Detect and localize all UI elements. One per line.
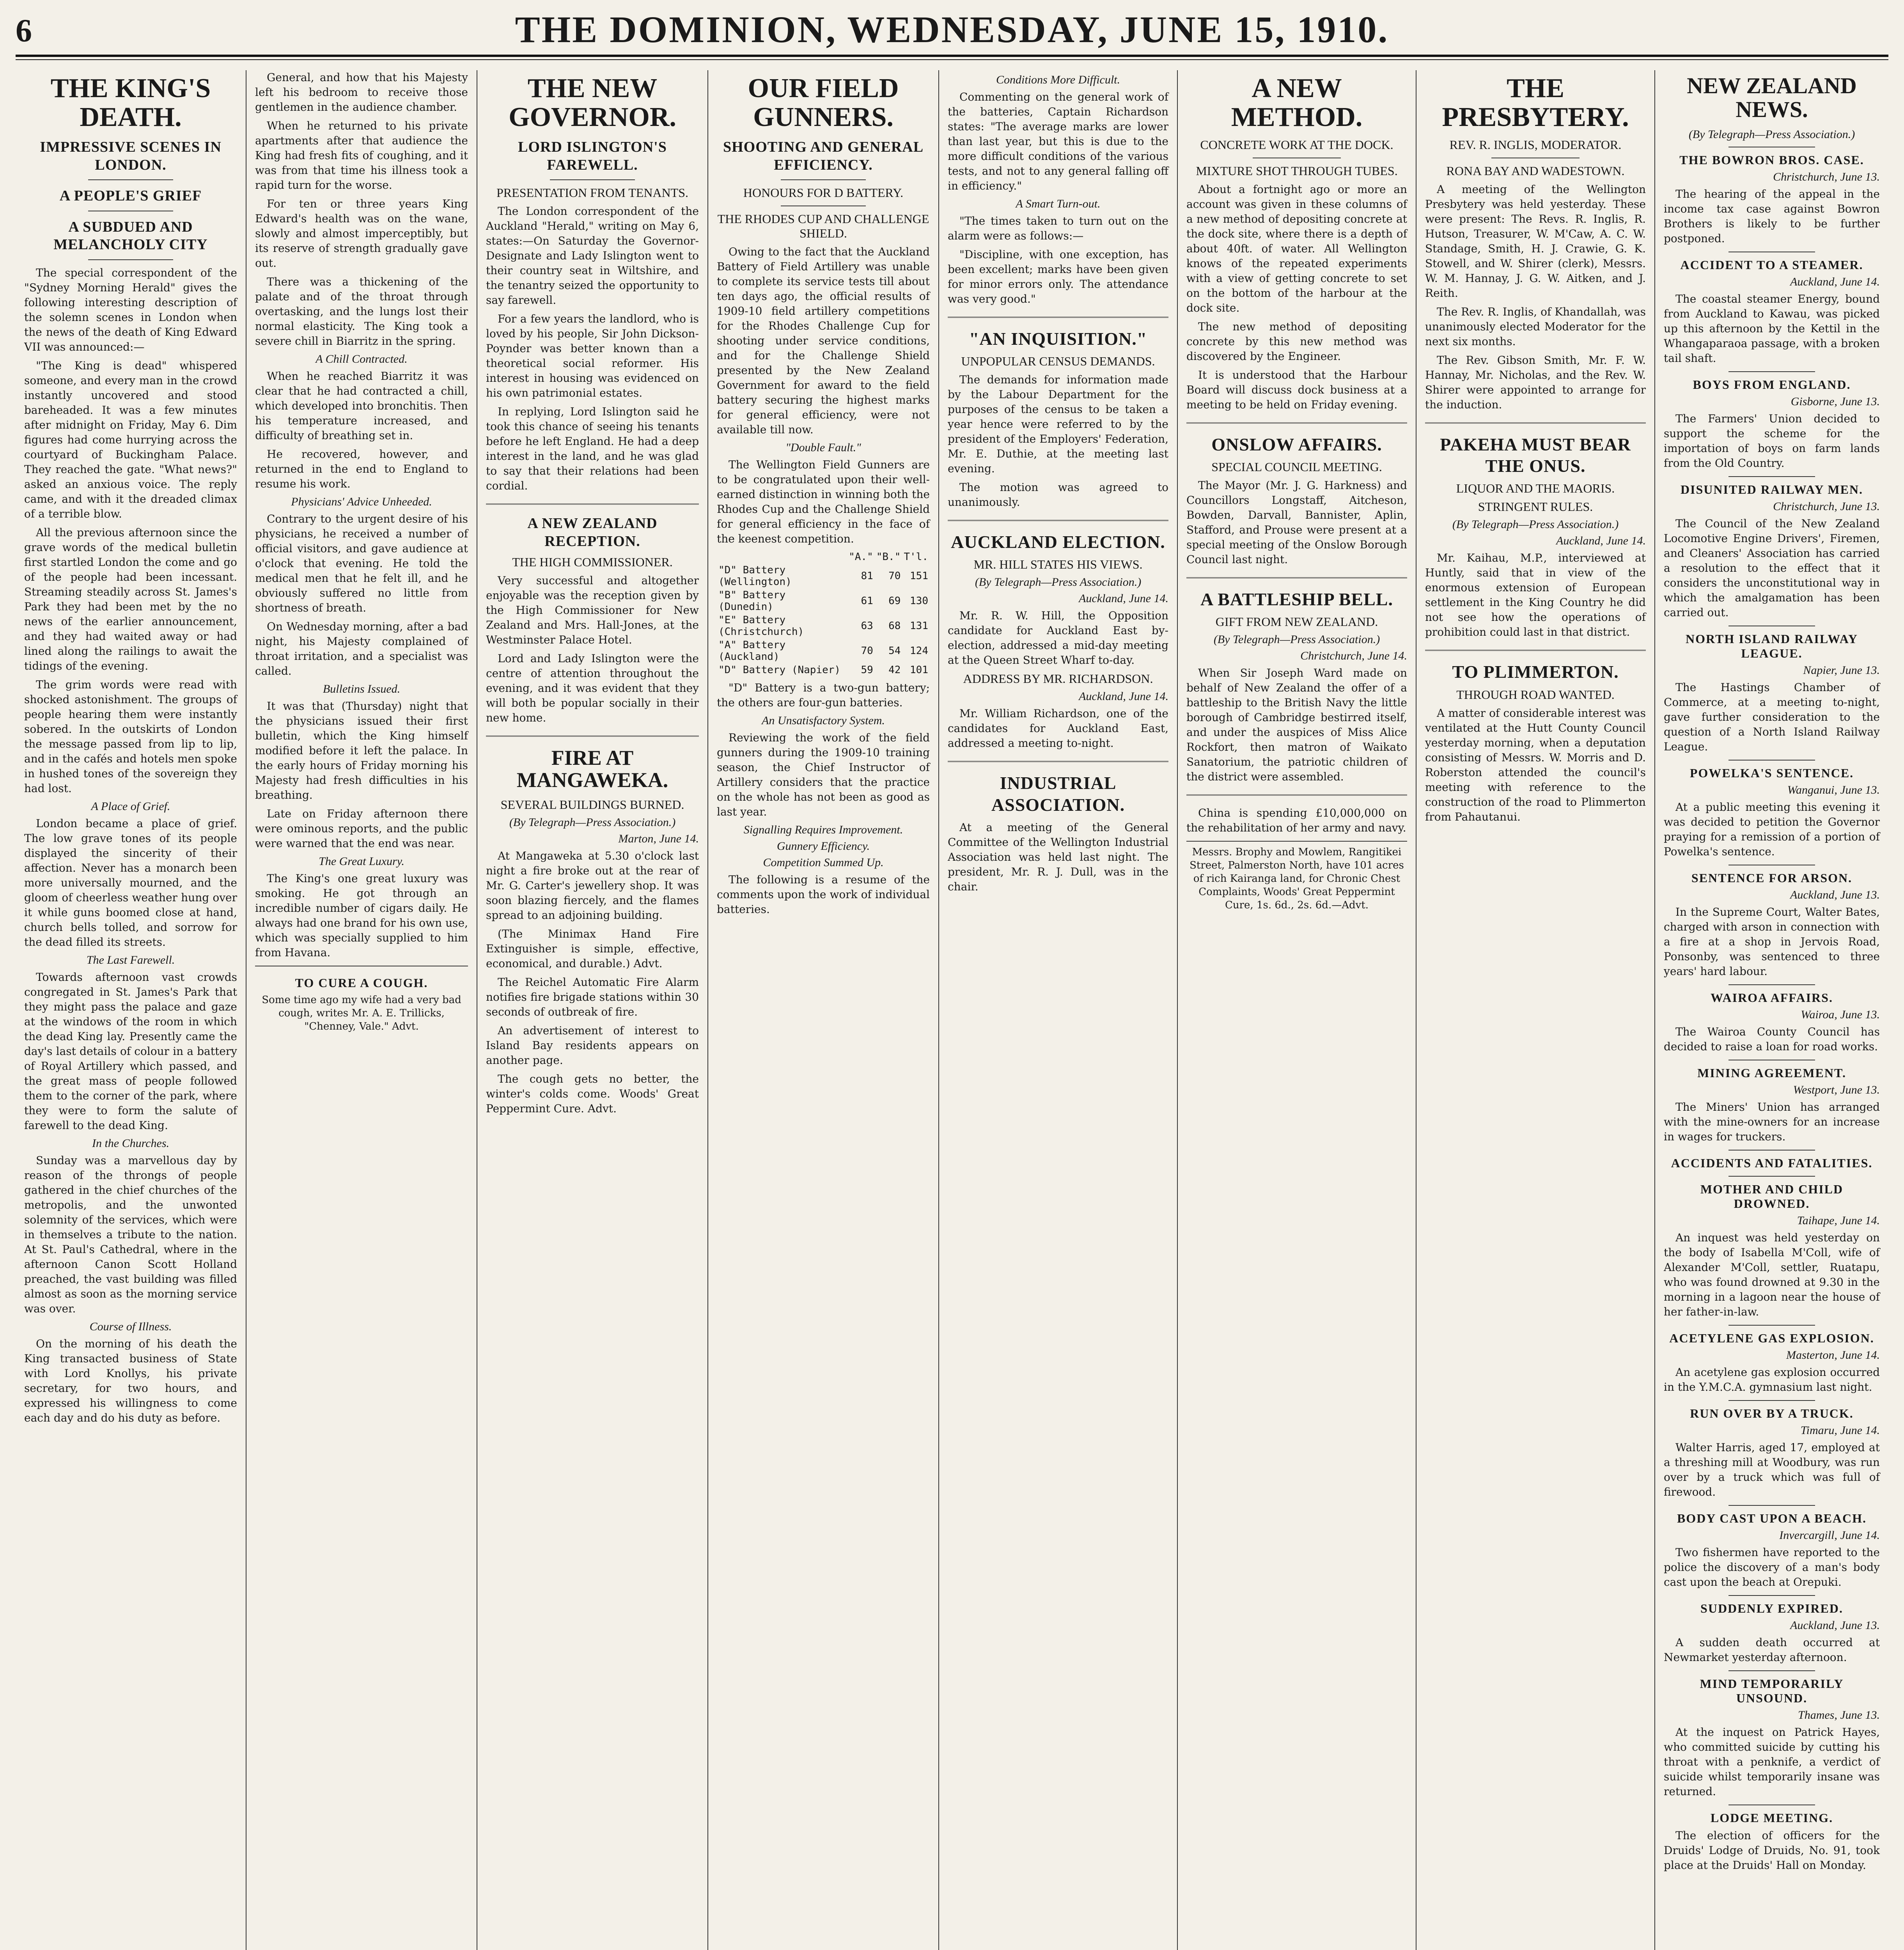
- paragraph: The Hastings Chamber of Commerce, at a meeting to-night, gave further consideration to the question of a North Island Railway League.: [1664, 681, 1880, 753]
- dateline: Timaru, June 14.: [1800, 1424, 1880, 1437]
- subhead: UNPOPULAR CENSUS DEMANDS.: [961, 354, 1155, 369]
- divider: [88, 179, 173, 180]
- dateline: Auckland, June 13.: [1790, 888, 1880, 901]
- news-item-title: MOTHER AND CHILD DROWNED.: [1700, 1182, 1844, 1211]
- press-credit: (By Telegraph—Press Association.): [509, 815, 676, 829]
- section-rule: [948, 761, 1168, 762]
- paragraph: At Mangaweka at 5.30 o'clock last night a fire broke out at the rear of Mr. G. Carter's jewellery shop. It was soon blazing fiercely, and the flames spread to an adjoining building.: [486, 849, 699, 922]
- subhead: GIFT FROM NEW ZEALAND.: [1215, 615, 1378, 629]
- paragraph: For ten or three years King Edward's health was on the wane, slowly and almost imperceptibly, but its reserve of strength gradually gave out.: [255, 197, 468, 269]
- table-cell: 101: [910, 664, 928, 676]
- subhead: A SUBDUED AND MELANCHOLY CITY: [53, 218, 208, 253]
- dateline: Auckland, June 14.: [1079, 690, 1168, 703]
- table-cell: 63: [861, 620, 873, 632]
- section-heading: A Smart Turn-out.: [1016, 197, 1101, 210]
- paragraph: When he reached Biarritz it was clear that he had contracted a chill, which developed into bronchitis. Then his temperature increased, and difficulty of breathing set in.: [255, 370, 468, 442]
- divider: [1728, 1505, 1815, 1506]
- divider: [1728, 1670, 1815, 1671]
- paragraph: When Sir Joseph Ward made on behalf of New Zealand the offer of a battleship to the British Navy the little borough of Cambridge bestirred itself, and under the auspices of Miss Alice Rockfort, then matron of Waikato Sanatorium, the patriotic children of the district were assembled.: [1186, 667, 1407, 784]
- subhead: ADDRESS BY MR. RICHARDSON.: [963, 672, 1153, 686]
- dateline: Christchurch, June 13.: [1773, 500, 1880, 513]
- paragraph: When he returned to his private apartments after that audience the King had fresh fits of coughing, and it was from that time his illness took a rapid turn for the worse.: [255, 119, 468, 191]
- table-cell: 131: [910, 620, 928, 632]
- dateline: Auckland, June 13.: [1790, 1618, 1880, 1632]
- masthead-rule: [16, 55, 1888, 57]
- column-field-gunners: [708, 70, 938, 1950]
- dateline: Thames, June 13.: [1798, 1708, 1880, 1721]
- dateline: Westport, June 13.: [1793, 1083, 1880, 1096]
- dateline: Marton, June 14.: [618, 832, 699, 845]
- section-heading: A Chill Contracted.: [316, 353, 408, 365]
- news-item-title: SENTENCE FOR ARSON.: [1691, 870, 1853, 885]
- dateline: Christchurch, June 13.: [1773, 170, 1880, 183]
- news-item-title: WAIROA AFFAIRS.: [1711, 990, 1833, 1005]
- news-item-title: MINING AGREEMENT.: [1697, 1065, 1846, 1080]
- dateline: Taihape, June 14.: [1797, 1214, 1880, 1227]
- headline-new-method: A NEW METHOD.: [1231, 73, 1363, 132]
- paragraph: Sunday was a marvellous day by reason of the throngs of people gathered in the chief churches of the metropolis, and the unwonted solemnity of the services, which were in themselves a tribute to the nation. At St. Paul's Cathedral, where in the afternoon Canon Scott Holland preached, the vast building was filled almost as soon as the morning service was over.: [24, 1154, 237, 1315]
- masthead-rule-thin: [16, 59, 1888, 60]
- news-item: [1664, 1400, 1880, 1500]
- paragraph: At a public meeting this evening it was decided to petition the Governor praying for a remission of a portion of Powelka's sentence.: [1664, 800, 1880, 858]
- paragraph: On Wednesday morning, after a bad night, his Majesty complained of throat irritation, and a specialist was called.: [255, 620, 468, 677]
- news-item-title: RUN OVER BY A TRUCK.: [1690, 1406, 1854, 1420]
- paragraph: "The King is dead" whispered someone, and every man in the crowd instantly uncovered and stood bareheaded. It was a few minutes after midnight on Friday, May 6. Dim figures had come hurrying across the courtyard of Buckingham Palace. They reached the gate. "What news?" asked an anxious voice. The reply came, and with it the dreaded climax of a terrible blow.: [24, 359, 237, 520]
- press-credit: (By Telegraph—Press Association.): [975, 576, 1142, 589]
- paragraph: The London correspondent of the Auckland "Herald," writing on May 6, states:—On Saturday the Governor-Designate and Lady Islington went to their country seat in Wiltshire, and the tenantry seized the opportunity to say farewell.: [486, 205, 699, 307]
- headline-nz-news: NEW ZEALAND NEWS.: [1687, 73, 1857, 122]
- divider: [1728, 1400, 1815, 1401]
- table-row: [717, 613, 930, 638]
- dateline: Auckland, June 14.: [1790, 275, 1880, 288]
- table-row: [717, 589, 930, 613]
- headline-onslow: ONSLOW AFFAIRS.: [1211, 434, 1382, 454]
- section-rule: [486, 736, 699, 737]
- headline-field-gunners: OUR FIELD GUNNERS.: [748, 73, 899, 132]
- news-items: [1664, 147, 1880, 1873]
- advertisement: [255, 966, 468, 1033]
- paragraph: Mr. Kaihau, M.P., interviewed at Huntly, said that in view of the enormous extension of European settlement in the King Country he did not see how the operations of prohibition could last in that district.: [1425, 551, 1646, 639]
- section-rule: [948, 317, 1168, 318]
- column-kings-death-continued: [246, 70, 477, 1950]
- table-cell: 54: [888, 645, 901, 657]
- paragraph: A matter of considerable interest was ventilated at the Hutt County Council yesterday morning, when a deputation consisting of Messrs. W. Morris and D. Roberston attended the council's meeting with reference to the construction of the road to Plimmerton from Pahautanui.: [1425, 706, 1646, 823]
- table-row: [717, 663, 930, 677]
- advertisement: Messrs. Brophy and Mowlem, Rangitikei Street, Palmerston North, have 101 acres of rich Kairanga land, for Chronic Chest Complaints, Woods' Great Peppermint Cure, 1s. 6d., 2s. 6d.—Advt.: [1186, 841, 1407, 912]
- paragraph: Contrary to the urgent desire of his physicians, he received a number of official visitors, and gave audience at o'clock that evening. He told the medical men that he felt ill, and he obviously suffered no little from shortness of breath.: [255, 512, 468, 614]
- section-heading: Competition Summed Up.: [763, 856, 884, 869]
- table-row: [717, 638, 930, 663]
- paragraph: "The times taken to turn out on the alarm were as follows:—: [948, 214, 1168, 242]
- table-cell: 81: [861, 570, 873, 582]
- subhead: SPECIAL COUNCIL MEETING.: [1211, 460, 1382, 474]
- paragraph: The Mayor (Mr. J. G. Harkness) and Councillors Longstaff, Aitcheson, Bowden, Darvall, Bannister, Aplin, Stafford, and Prouse were present at a special meeting of the Onslow Borough Council last night.: [1186, 479, 1407, 566]
- news-item: [1664, 1595, 1880, 1665]
- headline-kings-death: THE KING'S DEATH.: [50, 73, 211, 132]
- headline-inquisition: "AN INQUISITION.": [969, 329, 1147, 349]
- subhead: IMPRESSIVE SCENES IN LONDON.: [40, 139, 222, 173]
- paragraph: On the morning of his death the King transacted business of State with Lord Knollys, his private secretary, for two hours, and expressed his willingness to come each day and do his duty as before.: [24, 1337, 237, 1424]
- table-row: [717, 564, 930, 589]
- paragraph: For a few years the landlord, who is loved by his people, Sir John Dickson-Poynder was better known than a theoretical social reformer. His interest in housing was evidenced on his own patrimonial estates.: [486, 312, 699, 400]
- dateline: Wanganui, June 13.: [1787, 783, 1880, 796]
- paragraph: The motion was agreed to unanimously.: [948, 481, 1168, 509]
- table-cell: "D" Battery (Napier): [718, 664, 841, 676]
- subhead: HONOURS FOR D BATTERY.: [743, 186, 904, 200]
- news-item-title: BODY CAST UPON A BEACH.: [1677, 1511, 1867, 1525]
- news-item-title: LODGE MEETING.: [1710, 1810, 1833, 1825]
- section-heading: Physicians' Advice Unheeded.: [291, 495, 432, 508]
- page-number: 6: [16, 12, 32, 49]
- paragraph: In replying, Lord Islington said he took this chance of seeing his tenants before he left England. He had a deep interest in the land, and he was glad to say that their relations had been cordial.: [486, 405, 699, 493]
- column-new-method: [1178, 70, 1416, 1950]
- divider: [550, 179, 635, 180]
- news-item: [1664, 371, 1880, 471]
- table-cell: 68: [888, 620, 901, 632]
- paragraph: An acetylene gas explosion occurred in the Y.M.C.A. gymnasium last night.: [1664, 1365, 1880, 1393]
- newspaper-title: THE DOMINION, WEDNESDAY, JUNE 15, 1910.: [515, 9, 1389, 50]
- section-heading: Bulletins Issued.: [323, 682, 401, 695]
- news-item-title: ACETYLENE GAS EXPLOSION.: [1669, 1331, 1874, 1345]
- paragraph: At a meeting of the General Committee of the Wellington Industrial Association was held last night. The president, Mr. R. J. Dull, was in the chair.: [948, 821, 1168, 893]
- divider: [1728, 1176, 1815, 1177]
- paragraph: Very successful and altogether enjoyable was the reception given by the High Commissioner for New Zealand and Mrs. Hall-Jones, at the Westminster Palace Hotel.: [486, 574, 699, 647]
- ad-text: Some time ago my wife had a very bad cough, writes Mr. A. E. Trillicks, "Chenney, Vale." Advt.: [262, 994, 461, 1032]
- paragraph: The hearing of the appeal in the income tax case against Bowron Brothers is likely to be further postponed.: [1664, 187, 1880, 245]
- subhead: STRINGENT RULES.: [1478, 500, 1593, 514]
- paragraph: The special correspondent of the "Sydney Morning Herald" gives the following interesting description of the solemn scenes in London when the news of the death of King Edward VII was announced:—: [24, 266, 237, 353]
- section-heading: The Great Luxury.: [319, 855, 404, 868]
- news-item: [1664, 1325, 1880, 1395]
- paragraph: "D" Battery is a two-gun battery; the others are four-gun batteries.: [717, 681, 930, 709]
- paragraph: London became a place of grief. The low grave tones of its people displayed the sincerity of their affection. Never has a monarch been more universally mourned, and the gloom of cheerless weather hung over it while guns boomed close at hand, church bells tolled, and sorrow for the dead filled its streets.: [24, 817, 237, 948]
- press-credit: (By Telegraph—Press Association.): [1452, 518, 1619, 531]
- headline-auckland-election: AUCKLAND ELECTION.: [951, 532, 1165, 552]
- subhead: A NEW ZEALAND RECEPTION.: [527, 515, 658, 550]
- subhead: PRESENTATION FROM TENANTS.: [496, 186, 688, 200]
- section-rule: [948, 520, 1168, 521]
- column-new-governor: [477, 70, 707, 1950]
- headline-battleship-bell: A BATTLESHIP BELL.: [1200, 589, 1393, 610]
- paragraph: Owing to the fact that the Auckland Battery of Field Artillery was unable to complete its service tests till about ten days ago, the official results of 1909-10 field artillery competitions for the Rhodes Challenge Cup for shooting under service conditions, and for the Challenge Shield presented by the New Zealand Government for award to the field battery securing the highest marks for general efficiency, were not available till now.: [717, 245, 930, 436]
- table-cell: "B" Battery (Dunedin): [718, 589, 786, 613]
- subhead: THE HIGH COMMISSIONER.: [512, 555, 673, 569]
- section-rule: [1425, 422, 1646, 424]
- news-item: [1664, 147, 1880, 246]
- paragraph: The Council of the New Zealand Locomotive Engine Drivers', Firemen, and Cleaners' Association has carried a resolution to the effect that it considers the unconstitutional way in which the amalgamation has been carried out.: [1664, 517, 1880, 619]
- section-heading: "Double Fault.": [785, 441, 861, 454]
- headline-pakeha: PAKEHA MUST BEAR THE ONUS.: [1440, 434, 1631, 476]
- section-heading: In the Churches.: [92, 1136, 170, 1150]
- subhead: LORD ISLINGTON'S FAREWELL.: [518, 139, 667, 173]
- paragraph: He recovered, however, and returned in the end to England to resume his work.: [255, 448, 468, 490]
- news-item-title: DISUNITED RAILWAY MEN.: [1680, 482, 1863, 496]
- news-item: [1664, 1670, 1880, 1799]
- headline-industrial-association: INDUSTRIAL ASSOCIATION.: [991, 773, 1125, 815]
- subhead: MIXTURE SHOT THROUGH TUBES.: [1196, 164, 1398, 178]
- dateline: Christchurch, June 14.: [1300, 649, 1407, 663]
- table-cell: 151: [910, 570, 928, 582]
- news-item: [1664, 1505, 1880, 1590]
- table-header: "A.": [849, 551, 873, 563]
- table-cell: 69: [888, 595, 901, 607]
- headline-fire: FIRE AT MANGAWEKA.: [516, 746, 668, 792]
- press-credit: (By Telegraph—Press Association.): [1213, 633, 1380, 646]
- news-item: [1664, 1150, 1880, 1170]
- table-header: "B.": [876, 551, 901, 563]
- paragraph: The Rev. Gibson Smith, Mr. F. W. Hannay, Mr. Nicholas, and the Rev. W. Shirer were appointed to arrange for the induction.: [1425, 354, 1646, 411]
- paragraph: China is spending £10,000,000 on the rehabilitation of her army and navy.: [1186, 807, 1407, 835]
- news-item: [1664, 984, 1880, 1054]
- paragraph: It was that (Thursday) night that the physicians issued their first bulletin, which the King himself modified before it left the palace. In the early hours of Friday morning his Majesty had fresh difficulties in his breathing.: [255, 700, 468, 801]
- table-cell: 70: [888, 570, 901, 582]
- paragraph: The Miners' Union has arranged with the mine-owners for an increase in wages for truckers.: [1664, 1100, 1880, 1143]
- dateline: Auckland, June 14.: [1079, 592, 1168, 605]
- table-cell: 130: [910, 595, 928, 607]
- paragraph: A sudden death occurred at Newmarket yesterday afternoon.: [1664, 1636, 1880, 1664]
- paragraph: Towards afternoon vast crowds congregated in St. James's Park that they might pass the palace and gaze at the windows of the room in which the dead King lay. Presently came the day's last details of colour in a battery of Royal Artillery which passed, and the great mass of people followed them to the corner of the park, where they were to form the salute of farewell to the dead King.: [24, 970, 237, 1132]
- paragraph: There was a thickening of the palate and of the throat through overtasking, and the lungs lost their normal elasticity. The King took a severe chill in Biarritz in the spring.: [255, 275, 468, 347]
- table-header: [717, 550, 847, 564]
- paragraph: A meeting of the Wellington Presbytery was held yesterday. These were present: The Revs. R. Inglis, R. Hutson, Treasurer, W. M'Caw, A. C. W. Standage, Smith, H. J. Crawie, G. K. Stowell, and W. Shirer (clerk), Messrs. W. M. Hannay, J. G. W. Aitken, and J. Reith.: [1425, 183, 1646, 300]
- column-kings-death: [16, 70, 246, 1950]
- news-item-title: ACCIDENTS AND FATALITIES.: [1671, 1156, 1873, 1170]
- section-heading: Conditions More Difficult.: [996, 73, 1120, 86]
- dateline: Gisborne, June 13.: [1791, 395, 1880, 408]
- subhead: MR. HILL STATES HIS VIEWS.: [973, 557, 1143, 572]
- headline-plimmerton: TO PLIMMERTON.: [1452, 662, 1619, 682]
- divider: [781, 179, 866, 180]
- paragraph: Two fishermen have reported to the police the discovery of a man's body cast upon the beach at Orepuki.: [1664, 1546, 1880, 1588]
- dateline: Invercargill, June 14.: [1779, 1528, 1880, 1542]
- news-item: [1664, 476, 1880, 620]
- news-item: [1664, 760, 1880, 859]
- table-cell: "A" Battery (Auckland): [718, 639, 786, 663]
- news-item-title: BOYS FROM ENGLAND.: [1693, 377, 1851, 392]
- section-heading: Gunnery Efficiency.: [776, 840, 870, 853]
- score-table: [717, 550, 930, 677]
- paragraph: Lord and Lady Islington were the centre of attention throughout the evening, and it was evident that they will both be popular socially in their new home.: [486, 652, 699, 725]
- paragraph: The coastal steamer Energy, bound from Auckland to Kawau, was picked up this afternoon by the Kettil in the Whangaparaoa passage, with a broken tail shaft.: [1664, 292, 1880, 365]
- news-item-title: ACCIDENT TO A STEAMER.: [1680, 257, 1863, 272]
- paragraph: The Farmers' Union decided to support the scheme for the importation of boys on farm lands from the Old Country.: [1664, 412, 1880, 470]
- paragraph: Late on Friday afternoon there were ominous reports, and the public were warned that the end was near.: [255, 807, 468, 850]
- paragraph: The King's one great luxury was smoking. He got through an incredible number of cigars daily. He always had one brand for his own use, which was specially supplied to him from Havana.: [255, 872, 468, 959]
- divider: [1728, 984, 1815, 985]
- news-item-title: MIND TEMPORARILY UNSOUND.: [1700, 1676, 1844, 1705]
- divider: [1728, 1325, 1815, 1326]
- paragraph: An inquest was held yesterday on the body of Isabella M'Coll, wife of Alexander M'Coll, settler, Ruatapu, who was found drowned at 9.30 in the morning in a lagoon near the house of her father-in-law.: [1664, 1231, 1880, 1318]
- section-heading: Course of Illness.: [89, 1320, 172, 1333]
- paragraph: The Wellington Field Gunners are to be congratulated upon their well-earned distinction in winning both the Rhodes Cup and the Challenge Shield for general efficiency in the face of the keenest competition.: [717, 458, 930, 546]
- paragraph: In the Supreme Court, Walter Bates, charged with arson in connection with a fire at a shop in Jervois Road, Ponsonby, was sentenced to three years' hard labour.: [1664, 905, 1880, 978]
- advertisement: The cough gets no better, the winter's colds come. Woods' Great Peppermint Cure. Advt.: [486, 1072, 699, 1115]
- paragraph: Mr. R. W. Hill, the Opposition candidate for Auckland East by-election, addressed a mid-day meeting at the Queen Street Wharf to-day.: [948, 609, 1168, 667]
- paragraph: General, and how that his Majesty left his bedroom to receive those gentlemen in the audience chamber.: [255, 71, 468, 113]
- news-item: [1664, 1805, 1880, 1873]
- section-heading: Signalling Requires Improvement.: [743, 823, 903, 837]
- headline-new-governor: THE NEW GOVERNOR.: [509, 73, 676, 132]
- table-cell: 70: [861, 645, 873, 657]
- table-cell: 61: [861, 595, 873, 607]
- paragraph: All the previous afternoon since the grave words of the medical bulletin first startled London the come and go of the people had been incessant. Streaming steadily across St. James's Park they had been met by the no news of the earlier announcement, and they had waited away or had lined along the railings to await the tidings of the evening.: [24, 526, 237, 672]
- advertisement: (The Minimax Hand Fire Extinguisher is simple, effective, economical, and durable.) Advt.: [486, 927, 699, 970]
- subhead: THE RHODES CUP AND CHALLENGE SHIELD.: [717, 212, 929, 241]
- paragraph: The Wairoa County Council has decided to raise a loan for road works.: [1664, 1025, 1880, 1053]
- subhead: REV. R. INGLIS, MODERATOR.: [1449, 138, 1622, 152]
- paragraph: The election of officers for the Druids' Lodge of Druids, No. 91, took place at the Druids' Hall on Monday.: [1664, 1829, 1880, 1872]
- section-heading: A Place of Grief.: [91, 800, 170, 813]
- table-cell: "E" Battery (Christchurch): [718, 614, 804, 638]
- divider: [1728, 476, 1815, 477]
- paragraph: Mr. William Richardson, one of the candidates for Auckland East, addressed a meeting to-night.: [948, 707, 1168, 750]
- paragraph: Walter Harris, aged 17, employed at a threshing mill at Woodbury, was run over by a truck which was full of firewood.: [1664, 1441, 1880, 1498]
- table-cell: 124: [910, 645, 928, 657]
- news-item-title: SUDDENLY EXPIRED.: [1700, 1601, 1843, 1615]
- divider: [88, 259, 173, 260]
- subhead: THROUGH ROAD WANTED.: [1456, 687, 1615, 702]
- paragraph: At the inquest on Patrick Hayes, who committed suicide by cutting his throat with a penknife, a verdict of suicide whilst temporarily insane was returned.: [1664, 1725, 1880, 1798]
- divider: [1728, 1595, 1815, 1596]
- column-presbytery: [1416, 70, 1654, 1950]
- table-cell: 59: [861, 664, 873, 676]
- ad-title: TO CURE A COUGH.: [295, 976, 428, 990]
- section-rule: [486, 503, 699, 505]
- paragraph: The new method of depositing concrete by this new method was discovered by the Engineer.: [1186, 320, 1407, 363]
- divider: [1728, 371, 1815, 372]
- paragraph: About a fortnight ago or more an account was given in these columns of a new method of depositing concrete at the dock site, where there is a depth of about 40ft. of water. All Wellington knows of the repeated experiments with a view of getting concrete to set on the bottom of the harbour at the dock site.: [1186, 183, 1407, 314]
- news-item: [1664, 252, 1880, 366]
- news-item: [1664, 1176, 1880, 1319]
- press-credit: (By Telegraph—Press Association.): [1688, 128, 1855, 141]
- section-rule: [1425, 650, 1646, 651]
- news-item-title: NORTH ISLAND RAILWAY LEAGUE.: [1686, 631, 1858, 660]
- news-item: [1664, 626, 1880, 754]
- paragraph: The grim words were read with shocked astonishment. The groups of people hearing them were instantly sobered. In the outskirts of London the message passed from lip to lip, and in the cafés and hotels men spoke in hushed tones of the sovereign they had lost.: [24, 678, 237, 795]
- dateline: Wairoa, June 13.: [1801, 1008, 1880, 1021]
- column-conditions: [939, 70, 1177, 1950]
- section-rule: [1186, 422, 1407, 424]
- section-rule: [1186, 577, 1407, 578]
- subhead: SEVERAL BUILDINGS BURNED.: [500, 797, 684, 812]
- news-item: [1664, 1060, 1880, 1144]
- advertisement: The Reichel Automatic Fire Alarm notifies fire brigade stations within 30 seconds of outbreak of fire.: [486, 975, 699, 1018]
- paragraph: The Rev. R. Inglis, of Khandallah, was unanimously elected Moderator for the next six months.: [1425, 305, 1646, 348]
- paragraph: Reviewing the work of the field gunners during the 1909-10 training season, the Chief Instructor of Artillery considers that the practice on the whole has not been as good as last year.: [717, 731, 930, 819]
- dateline: Napier, June 13.: [1803, 663, 1880, 677]
- dateline: Masterton, June 14.: [1786, 1348, 1880, 1361]
- table-cell: "D" Battery (Wellington): [718, 564, 792, 588]
- news-item-title: POWELKA'S SENTENCE.: [1689, 766, 1854, 780]
- subhead: LIQUOR AND THE MAORIS.: [1456, 481, 1615, 496]
- news-item: [1664, 865, 1880, 979]
- table-header: T'l.: [904, 551, 928, 563]
- paragraph: Commenting on the general work of the batteries, Captain Richardson states: "The average marks are lower than last year, but this is due to the more difficult conditions of the various tests, and not to any general falling off in efficiency.": [948, 90, 1168, 192]
- paragraph: It is understood that the Harbour Board will discuss dock business at a meeting to be held on Friday evening.: [1186, 369, 1407, 411]
- masthead: [16, 8, 1888, 51]
- section-heading: An Unsatisfactory System.: [762, 714, 885, 727]
- subhead: CONCRETE WORK AT THE DOCK.: [1200, 138, 1393, 152]
- subhead: RONA BAY AND WADESTOWN.: [1446, 164, 1625, 178]
- paragraph: The following is a resume of the comments upon the work of individual batteries.: [717, 873, 930, 916]
- advertisement: An advertisement of interest to Island Bay residents appears on another page.: [486, 1024, 699, 1067]
- paragraph: "Discipline, with one exception, has been excellent; marks have been given for minor errors only. The attendance was very good.": [948, 248, 1168, 305]
- subhead: A PEOPLE'S GRIEF: [59, 188, 202, 204]
- column-nz-news: [1655, 70, 1888, 1950]
- section-heading: The Last Farewell.: [86, 953, 175, 966]
- headline-presbytery: THE PRESBYTERY.: [1442, 73, 1629, 132]
- section-rule: [1186, 794, 1407, 796]
- dateline: Auckland, June 14.: [1556, 534, 1646, 548]
- news-item-title: THE BOWRON BROS. CASE.: [1679, 152, 1864, 167]
- paragraph: The demands for information made by the Labour Department for the purposes of the census to be taken a year hence were referred to by the president of the Employers' Federation, Mr. E. Duthie, at the meeting last evening.: [948, 373, 1168, 475]
- table-cell: 42: [888, 664, 901, 676]
- table-header-row: [717, 550, 930, 564]
- subhead: SHOOTING AND GENERAL EFFICIENCY.: [723, 139, 924, 173]
